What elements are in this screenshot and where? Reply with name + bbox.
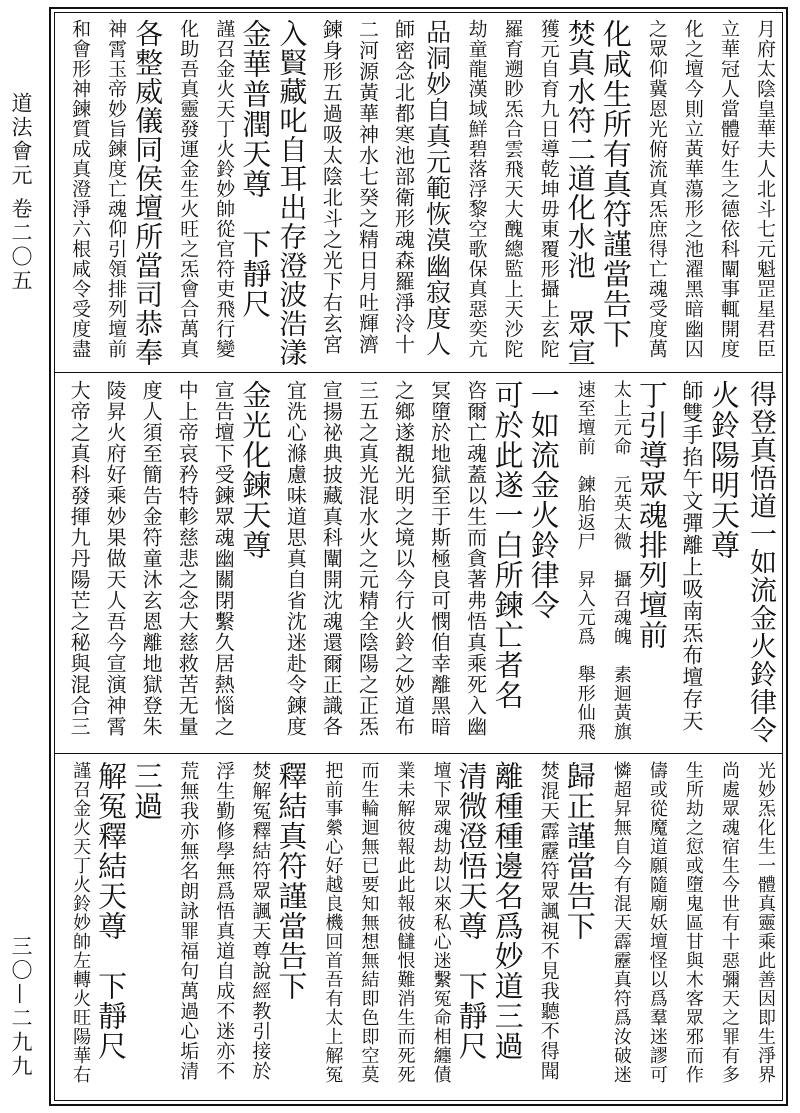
page-frame	[49, 7, 788, 1106]
column-text: 太上元命 元英太微 攝召魂魄 素迴黃旗	[610, 380, 632, 741]
text-column	[742, 761, 774, 1084]
column-text: 冥墮於地獄至于斯極良可憫㑑幸離黑暗	[427, 380, 452, 737]
column-text: 師密念北都寒池部衛形魂森羅淨泠十	[391, 19, 416, 355]
text-column	[165, 761, 200, 1081]
column-text: 宣揚祕典披藏真科闡開沈魂還爾正識各	[319, 380, 344, 737]
text-column	[129, 19, 165, 367]
text-column	[381, 761, 416, 1084]
column-text: 荒無我亦無名朗詠罪福句萬過心垢清	[177, 761, 200, 1081]
column-text: 儔或從魔道願隨廟妖壇怪以爲羣迷謬可	[646, 761, 668, 1084]
column-text: 之鄉遂覩光明之境以今行火鈴之妙道布	[391, 380, 416, 737]
column-text: 入賢藏叱自耳出存澄波浩漾	[275, 19, 309, 367]
page-frame-inner	[54, 12, 783, 1101]
text-column	[562, 761, 597, 941]
text-column	[598, 19, 633, 349]
column-text: 化助吾真靈發運金生火旺之炁會合萬真	[177, 19, 200, 359]
band-divider	[55, 372, 782, 373]
column-text: 度人須至簡告金符童沐玄恩離地獄登朱	[139, 380, 164, 737]
column-text: 化咸生所有真符謹當告下	[598, 19, 633, 349]
text-column	[706, 761, 738, 1084]
column-text: 生所劫之愆或墮鬼區甘與木客眾邪而作	[682, 761, 704, 1084]
column-text: 月府太陰皇華夫人北斗七元魁罡星君臣	[754, 19, 776, 359]
text-column	[418, 761, 450, 1084]
column-text: 和會形神鍊質成真澄淨六根咸令受度盡	[69, 19, 92, 359]
text-column	[454, 761, 489, 1061]
column-text: 謹召金火天丁火鈴妙帥從官符吏飛行變	[213, 19, 236, 359]
text-column	[129, 380, 164, 737]
text-column	[742, 380, 774, 744]
column-text: 壇下眾魂劫劫以來私心迷繫冤命相纏債	[430, 761, 452, 1084]
text-column	[237, 380, 273, 560]
text-column	[634, 761, 666, 1084]
text-column	[634, 380, 669, 650]
text-column	[418, 19, 450, 357]
column-text: 大帝之真科發揮九丹陽芒之秘與混合三	[67, 380, 92, 737]
text-column	[526, 380, 561, 620]
column-text: 而生輪迴無已要知無想無結即色即空莫	[358, 761, 380, 1084]
column-text: 光妙炁化生一體真靈乘此善因即生淨界	[755, 761, 776, 1084]
text-column	[129, 761, 165, 821]
column-text: 宜洗心滌慮味道思真自省沈迷赴令鍊度	[283, 380, 308, 737]
column-text: 可於此遂一白所鍊亡者名	[490, 380, 525, 710]
column-text: 陵昇火府好乘妙果做天人吾今宣演神霄	[103, 380, 128, 737]
text-band-bottom	[55, 755, 782, 1100]
text-column	[57, 380, 92, 737]
column-text: 宣告壇下受鍊眾魂幽關閉繫久居熱惱之	[211, 380, 236, 737]
text-column	[57, 19, 92, 359]
text-column	[309, 19, 344, 355]
text-column	[93, 380, 128, 737]
text-column	[93, 19, 128, 359]
text-column	[165, 19, 200, 359]
column-text: 立華冠人當體好生之德依科闡事輒開度	[717, 19, 740, 359]
text-column	[381, 380, 416, 737]
text-column	[273, 19, 309, 367]
text-column	[201, 761, 236, 1081]
text-column	[562, 19, 597, 367]
column-text: 鍊身形五過吸太陰北斗之光下右玄宮	[319, 19, 344, 355]
text-band-middle	[55, 374, 782, 750]
text-column	[598, 761, 630, 1084]
text-column	[526, 19, 558, 359]
column-text: 三過	[130, 761, 165, 821]
column-text: 尚處眾魂宿生今世有十惡彌天之罪有多	[718, 761, 740, 1084]
column-text: 化之壇今則立黃華蕩形之池濯黑暗幽囚	[681, 19, 704, 359]
column-text: 一如流金火鈴律令	[526, 380, 561, 620]
text-column	[93, 761, 129, 1061]
column-text: 金華普潤天尊 下靜尺	[238, 19, 273, 319]
text-column	[345, 19, 380, 355]
text-column	[309, 761, 344, 1084]
text-column	[598, 380, 630, 741]
text-column	[454, 19, 486, 359]
text-column	[562, 380, 594, 741]
text-column	[670, 380, 702, 732]
text-column	[237, 761, 272, 1081]
column-text: 焚混天霹靂符眾諷視不見我聽不得聞	[537, 761, 560, 1081]
text-column	[345, 380, 380, 737]
column-text: 焚解冤釋結符眾諷天尊說經教引接於	[249, 761, 272, 1081]
page-number-label: 三〇—二九九	[9, 935, 33, 1079]
column-text: 解冤釋結天尊 下靜尺	[94, 761, 129, 1061]
text-column	[309, 380, 344, 737]
text-band-top	[55, 13, 782, 371]
column-text: 獲元自育九日導乾坤毋東覆形攝上玄陀	[537, 19, 560, 359]
column-text: 憐超昇無自今有混天霹靂真符爲汝破迷	[610, 761, 632, 1084]
text-column	[706, 380, 741, 560]
text-column	[526, 761, 558, 1081]
column-text: 二河源黃華神水七癸之精日月吐輝濟	[355, 19, 380, 355]
column-text: 之眾仰冀恩光俯流真炁庶得亡魂受度萬	[645, 19, 668, 359]
column-text: 各整威儀同侯壇所當司恭奉	[131, 19, 165, 367]
text-column	[454, 380, 486, 737]
column-text: 劫童龍漢域鮮碧落浮黎空歌保真惡奕亢	[465, 19, 488, 359]
column-text: 咨爾亡魂蓋以生而貪著弗悟真乘死入幽	[463, 380, 488, 737]
text-column	[201, 19, 236, 359]
column-text: 離種種邊名爲妙道三過	[490, 761, 525, 1061]
column-text: 把前事縈心好越良機回首吾有太上解冤	[322, 761, 344, 1084]
book-title-label: 道法會元 卷二〇五	[9, 92, 33, 294]
text-column	[345, 761, 380, 1084]
column-text: 釋結真符謹當告下	[274, 761, 309, 1001]
text-column	[237, 19, 273, 319]
text-column	[165, 380, 200, 737]
text-column	[670, 19, 702, 359]
column-text: 謹召金火天丁火鈴妙帥左轉火旺陽華右	[70, 761, 92, 1084]
text-column	[634, 19, 666, 359]
column-text: 火鈴陽明天尊	[706, 380, 741, 560]
column-text: 速至壇前 鍊胎返尸 昇入元爲 舉形仙飛	[574, 380, 596, 741]
column-text: 師雙手掐午文彈離上吸南炁布壇存天	[679, 380, 704, 732]
column-text: 歸正謹當告下	[562, 761, 597, 941]
text-column	[273, 380, 308, 737]
band-divider	[55, 753, 782, 754]
text-column	[381, 19, 416, 355]
text-column	[490, 19, 522, 359]
column-text: 神霄玉帝妙旨鍊度亡魂仰引領排列壇前	[105, 19, 128, 359]
text-column	[706, 19, 738, 359]
column-text: 品洞妙自真元範恢漠幽寂度人	[422, 19, 452, 357]
column-text: 焚真水符二道化水池 眾宣	[563, 19, 597, 367]
column-text: 業未解彼報此此報彼讎恨難消生而死死	[394, 761, 416, 1084]
text-column	[418, 380, 450, 737]
column-text: 浮生勤修學無爲悟真道自成不迷亦不	[213, 761, 236, 1081]
column-text: 金光化鍊天尊	[238, 380, 273, 560]
text-column	[201, 380, 236, 737]
text-column	[57, 761, 92, 1084]
text-column	[742, 19, 774, 359]
text-column	[490, 380, 525, 710]
column-text: 中上帝哀矜特軫慈悲之念大慈救苦无量	[175, 380, 200, 737]
column-text: 羅育遡眇炁合雲飛天大醜總監上天沙陀	[501, 19, 524, 359]
column-text: 清微澄悟天尊 下靜尺	[454, 761, 489, 1061]
text-column	[490, 761, 525, 1061]
column-text: 三五之真光混水火之元精全陰陽之正炁	[355, 380, 380, 737]
text-column	[273, 761, 309, 1001]
column-text: 得登真悟道一如流金火鈴律令	[745, 380, 776, 744]
text-column	[670, 761, 702, 1084]
column-text: 丁引導眾魂排列壇前	[634, 380, 669, 650]
